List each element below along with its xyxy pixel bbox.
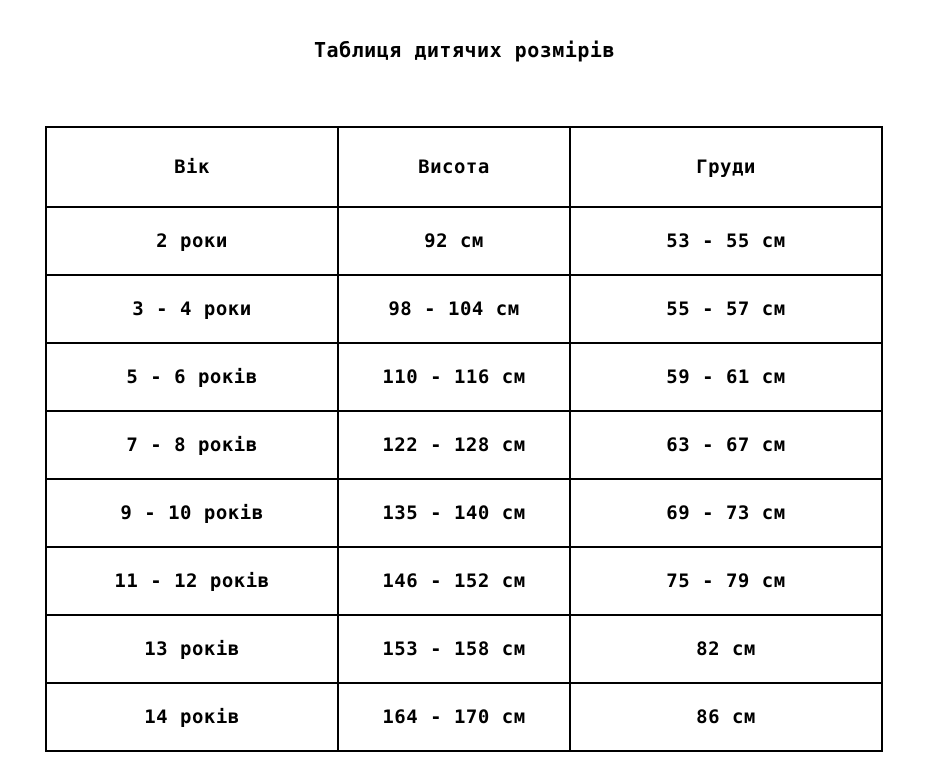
cell-height: 146 - 152 см xyxy=(338,547,570,615)
table-row xyxy=(46,343,882,411)
cell-height: 135 - 140 см xyxy=(338,479,570,547)
size-table-container xyxy=(45,126,881,752)
table-row xyxy=(46,275,882,343)
cell-chest: 53 - 55 см xyxy=(570,207,882,275)
size-table xyxy=(45,126,883,752)
cell-age: 11 - 12 років xyxy=(46,547,338,615)
cell-chest: 59 - 61 см xyxy=(570,343,882,411)
cell-chest: 63 - 67 см xyxy=(570,411,882,479)
cell-age: 9 - 10 років xyxy=(46,479,338,547)
column-header-chest: Груди xyxy=(570,127,882,207)
cell-age: 3 - 4 роки xyxy=(46,275,338,343)
cell-height: 110 - 116 см xyxy=(338,343,570,411)
table-row xyxy=(46,479,882,547)
cell-height: 153 - 158 см xyxy=(338,615,570,683)
table-row xyxy=(46,411,882,479)
cell-age: 7 - 8 років xyxy=(46,411,338,479)
cell-chest: 69 - 73 см xyxy=(570,479,882,547)
cell-height: 122 - 128 см xyxy=(338,411,570,479)
table-header-row xyxy=(46,127,882,207)
cell-age: 2 роки xyxy=(46,207,338,275)
page-title: Таблиця дитячих розмірів xyxy=(314,38,615,62)
table-row xyxy=(46,683,882,751)
column-header-height: Висота xyxy=(338,127,570,207)
table-body xyxy=(46,207,882,751)
cell-age: 14 років xyxy=(46,683,338,751)
cell-height: 164 - 170 см xyxy=(338,683,570,751)
cell-age: 5 - 6 років xyxy=(46,343,338,411)
table-row xyxy=(46,615,882,683)
table-header xyxy=(46,127,882,207)
cell-chest: 86 см xyxy=(570,683,882,751)
table-row xyxy=(46,547,882,615)
cell-chest: 75 - 79 см xyxy=(570,547,882,615)
cell-age: 13 років xyxy=(46,615,338,683)
table-row xyxy=(46,207,882,275)
cell-chest: 55 - 57 см xyxy=(570,275,882,343)
column-header-age: Вік xyxy=(46,127,338,207)
cell-chest: 82 см xyxy=(570,615,882,683)
cell-height: 92 см xyxy=(338,207,570,275)
cell-height: 98 - 104 см xyxy=(338,275,570,343)
